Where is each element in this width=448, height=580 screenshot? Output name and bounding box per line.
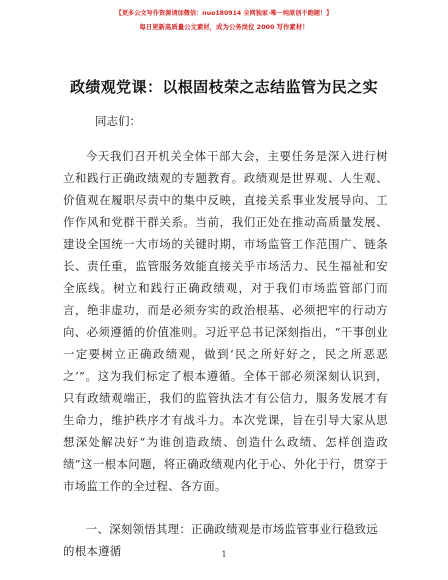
document-title: 政绩观党课：以根固枝荣之志结监管为民之实 [69,78,378,96]
salutation: 同志们： [95,114,141,128]
promo-banner-line-2: 每日更新高质量公文素材，成为公务岗位 2000 写作素材！ [139,23,309,31]
document-body [63,145,388,497]
section-heading: 一、深刻领悟其理：正确政绩观是市场监管事业行稳致远的根本遵循 [63,522,379,558]
promo-banner [0,8,448,33]
body-paragraph: 今天我们召开机关全体干部大会，主要任务是深入进行树立和践行正确政绩观的专题教育。政绩观是世界观、人生观、价值观在履职尽责中的集中反映，直接关系事业发展导向、工作作风和党群干群关系。当前，我们正处在推动高质量发展、建设全国统一大市场的关键时期，市场监管工作范围广、链条长、责任重，监管服务效能直接关乎市场活力、民生福祉和安全底线。树立和践行正确政绩观，对于我们市场监管部门而言，绝非虚功，而是必须夯实的政治根基、必须把牢的行动方向、必须遵循的价值准则。习近平总书记深刻指出，“干事创业一定要树立正确政绩观，做到‘民之所好好之，民之所恶恶之’”。这为我们标定了根本遵循。全体干部必须深刻认识到，只有政绩观端正，我们的监管执法才有公信力，服务发展才有生命力，维护秩序才有战斗力。本次党课，旨在引导大家从思想深处解决好“为谁创造政绩、创造什么政绩、怎样创造政绩”这一根本问题，将正确政绩观内化于心、外化于行，贯穿于市场监工作的全过程、各方面。 [63,149,388,493]
page-number: 1 [221,550,227,559]
promo-banner-line-1: 【更多公文写作资源请加微信：nuo180914 全网独家·唯一纯原创不跑题！】 [115,10,333,17]
